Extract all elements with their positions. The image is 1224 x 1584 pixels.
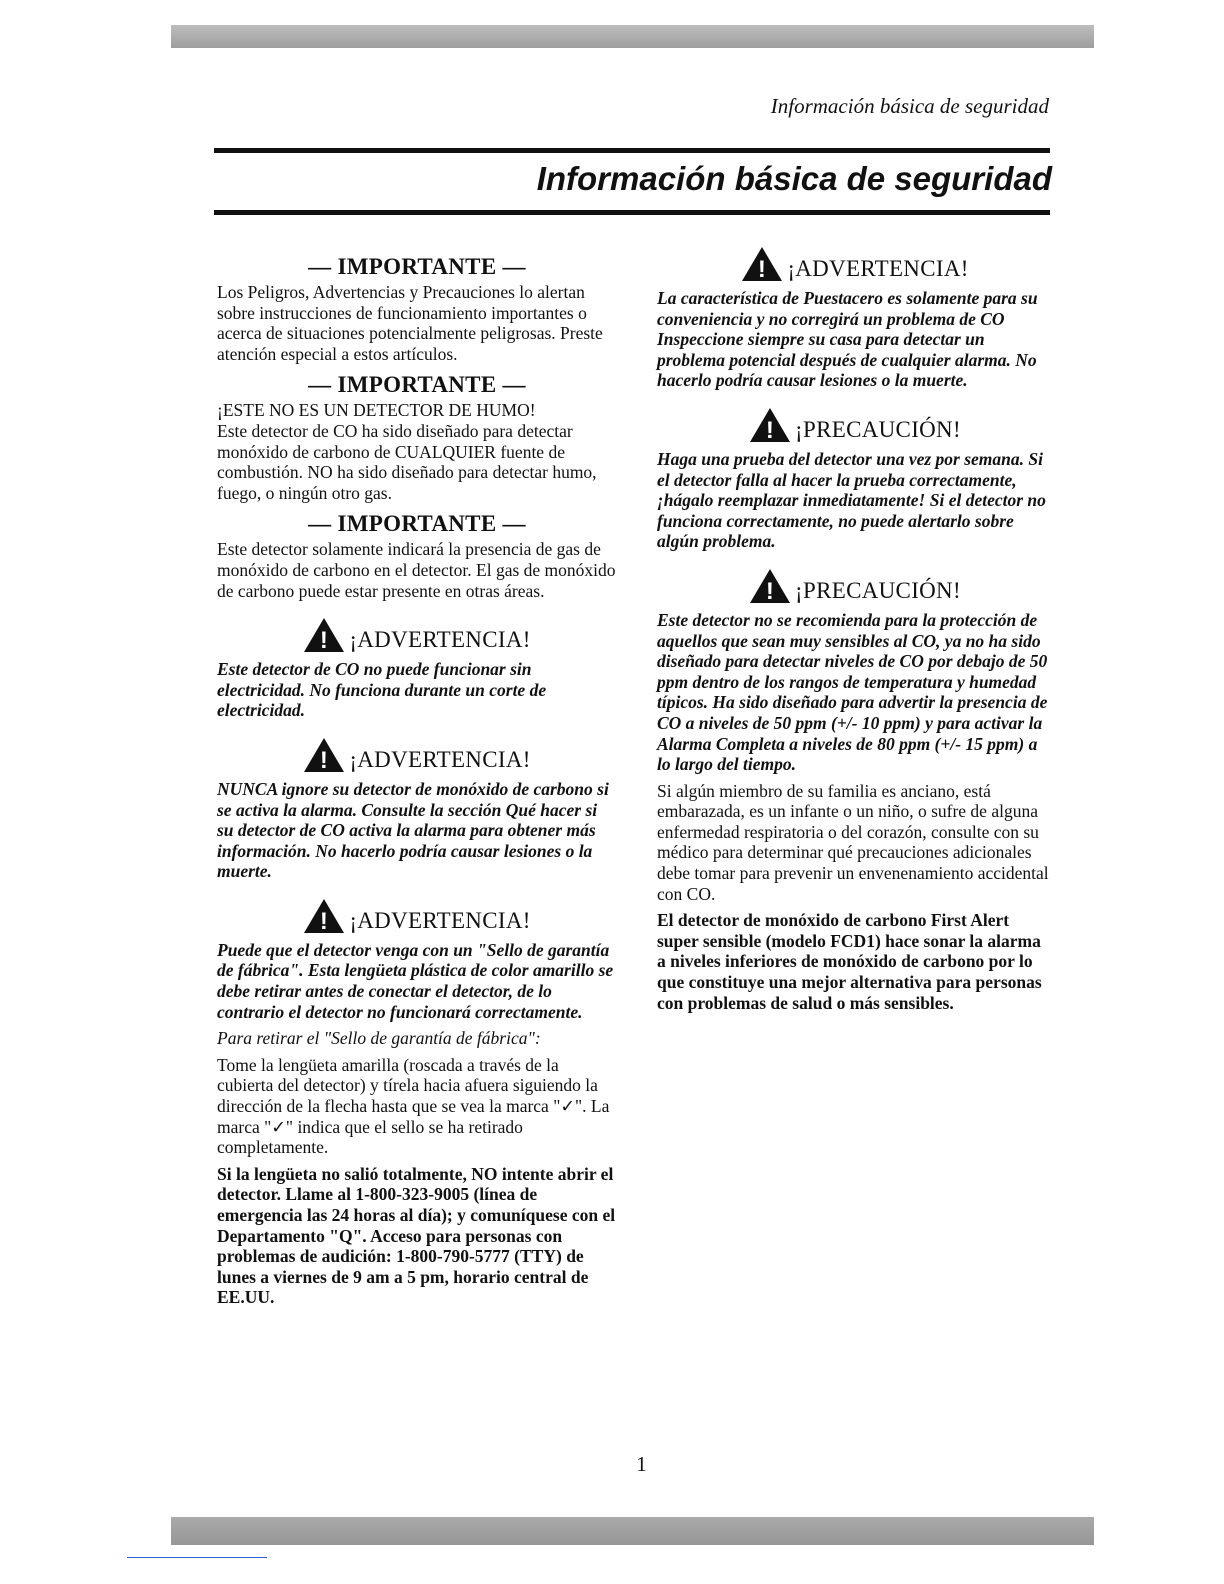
- important-heading: — IMPORTANTE —: [308, 372, 526, 398]
- top-gray-bar: [171, 25, 1094, 48]
- warning-text: NUNCA ignore su detector de monóxido de carbono si se activa la alarma. Consulte la sección Qué hacer si su detector de CO activa la alarma para obtener más información. No hacerlo podría causar lesiones o la muerte.: [217, 778, 609, 882]
- warning-triangle-icon: [303, 898, 345, 934]
- warning-text: Puede que el detector venga con un "Sello de garantía de fábrica". Esta lengüeta plástica de color amarillo se debe retirar antes de conectar el detector, de lo contrario el detector no funcionará correctamente.: [217, 939, 614, 1022]
- svg-text:!: !: [320, 746, 329, 773]
- svg-text:!: !: [765, 416, 775, 443]
- warning-triangle-icon: [303, 617, 345, 653]
- left-column: [217, 246, 617, 1314]
- right-column: [657, 246, 1053, 1019]
- scan-artifact-line: [127, 1557, 267, 1558]
- important-heading: — IMPORTANTE —: [308, 254, 526, 279]
- warning-title: ¡ADVERTENCIA!: [787, 256, 969, 281]
- bottom-gray-bar: [171, 1517, 1094, 1545]
- caution-heading: [657, 407, 1053, 443]
- svg-text:!: !: [320, 907, 329, 934]
- caution-recommendation: El detector de monóxido de carbono First Alert super sensible (modelo FCD1) hace sonar la alarma a niveles inferiores de monóxido de carbono por lo que constituye una mejor alternativa para personas con problemas de salud o más sensibles.: [657, 910, 1042, 1013]
- title-rule-bottom: [214, 210, 1050, 215]
- caution-advice: Si algún miembro de su familia es anciano, está embarazada, es un infante o un niño, o sufre de alguna enfermedad respiratoria o del corazón, consulte con su médico para determinar qué precauciones adicionales debe tomar para prevenir un envenenamiento accidental con CO.: [657, 780, 1049, 904]
- page-number: 1: [636, 1452, 647, 1476]
- svg-text:!: !: [765, 577, 775, 604]
- important-heading: — IMPORTANTE —: [308, 511, 526, 537]
- warning-title: ¡ADVERTENCIA!: [349, 627, 531, 653]
- caution-triangle-icon: [749, 568, 791, 604]
- title-rule-top: [214, 148, 1050, 153]
- warning-heading: [217, 898, 617, 934]
- important-text: Los Peligros, Advertencias y Precauciones lo alertan sobre instrucciones de funcionamiento importantes o acerca de situaciones potencialmente peligrosas. Preste atención especial a estos artículos.: [217, 282, 603, 364]
- warning-triangle-icon: [741, 246, 783, 282]
- caution-text: Este detector no se recomienda para la protección de aquellos que sean muy sensibles al CO, ya no ha sido diseñado para detectar niveles de CO por debajo de 50 ppm dentro de los rangos de temperatura y humedad típicos. Ha sido diseñado para advertir la presencia de CO a niveles de 50 ppm (+/- 10 ppm) y para activar la Alarma Completa a niveles de 80 ppm (+/- 15 ppm) a lo largo del tiempo.: [657, 609, 1048, 775]
- warning-heading: [657, 246, 1053, 282]
- warning-heading: [217, 617, 617, 653]
- important-lead: ¡ESTE NO ES UN DETECTOR DE HUMO!: [217, 400, 536, 421]
- warning-triangle-icon: [303, 737, 345, 773]
- warning-heading: [217, 737, 617, 773]
- warning-text: La característica de Puestacero es solamente para su conveniencia y no corregirá un problema de CO Inspeccione siempre su casa para detectar un problema potencial después de cualquier alarma. No hacerlo podría causar lesiones o la muerte.: [657, 288, 1038, 391]
- caution-text: Haga una prueba del detector una vez por semana. Si el detector falla al hacer la prueba correctamente, ¡hágalo reemplazar inmediatamente! Si el detector no funciona correctamente, no puede alertarlo sobre algún problema.: [657, 448, 1046, 552]
- running-head: Información básica de seguridad: [770, 94, 1049, 118]
- caution-title: ¡PRECAUCIÓN!: [795, 577, 961, 603]
- warning-title: ¡ADVERTENCIA!: [349, 907, 531, 933]
- important-text: Este detector solamente indicará la presencia de gas de monóxido de carbono en el detector. El gas de monóxido de carbono puede estar presente en otras áreas.: [217, 539, 616, 601]
- caution-title: ¡PRECAUCIÓN!: [795, 416, 961, 442]
- caution-heading: [657, 568, 1053, 604]
- warning-contact: Si la lengüeta no salió totalmente, NO intente abrir el detector. Llame al 1-800-323-9005 (línea de emergencia las 24 horas al día); y comuníquese con el Departamento "Q". Acceso para personas con problemas de audición: 1-800-790-5777 (TTY) de lunes a viernes de 9 am a 5 pm, horario central de EE.UU.: [217, 1163, 616, 1308]
- page-title: Información básica de seguridad: [536, 160, 1052, 197]
- svg-text:!: !: [758, 256, 767, 282]
- warning-title: ¡ADVERTENCIA!: [349, 746, 531, 772]
- caution-triangle-icon: [749, 407, 791, 443]
- warning-subheading: Para retirar el "Sello de garantía de fábrica":: [217, 1028, 541, 1049]
- important-text: Este detector de CO ha sido diseñado para detectar monóxido de carbono de CUALQUIER fuente de combustión. NO ha sido diseñado para detectar humo, fuego, o ningún otro gas.: [217, 420, 597, 503]
- svg-text:!: !: [320, 627, 329, 654]
- warning-steps: Tome la lengüeta amarilla (roscada a través de la cubierta del detector) y tírela hacia afuera siguiendo la dirección de la flecha hasta que se vea la marca "✓". La marca "✓" indica que el sello se ha retirado completamente.: [217, 1054, 610, 1158]
- warning-text: Este detector de CO no puede funcionar sin electricidad. No funciona durante un corte de electricidad.: [217, 659, 547, 721]
